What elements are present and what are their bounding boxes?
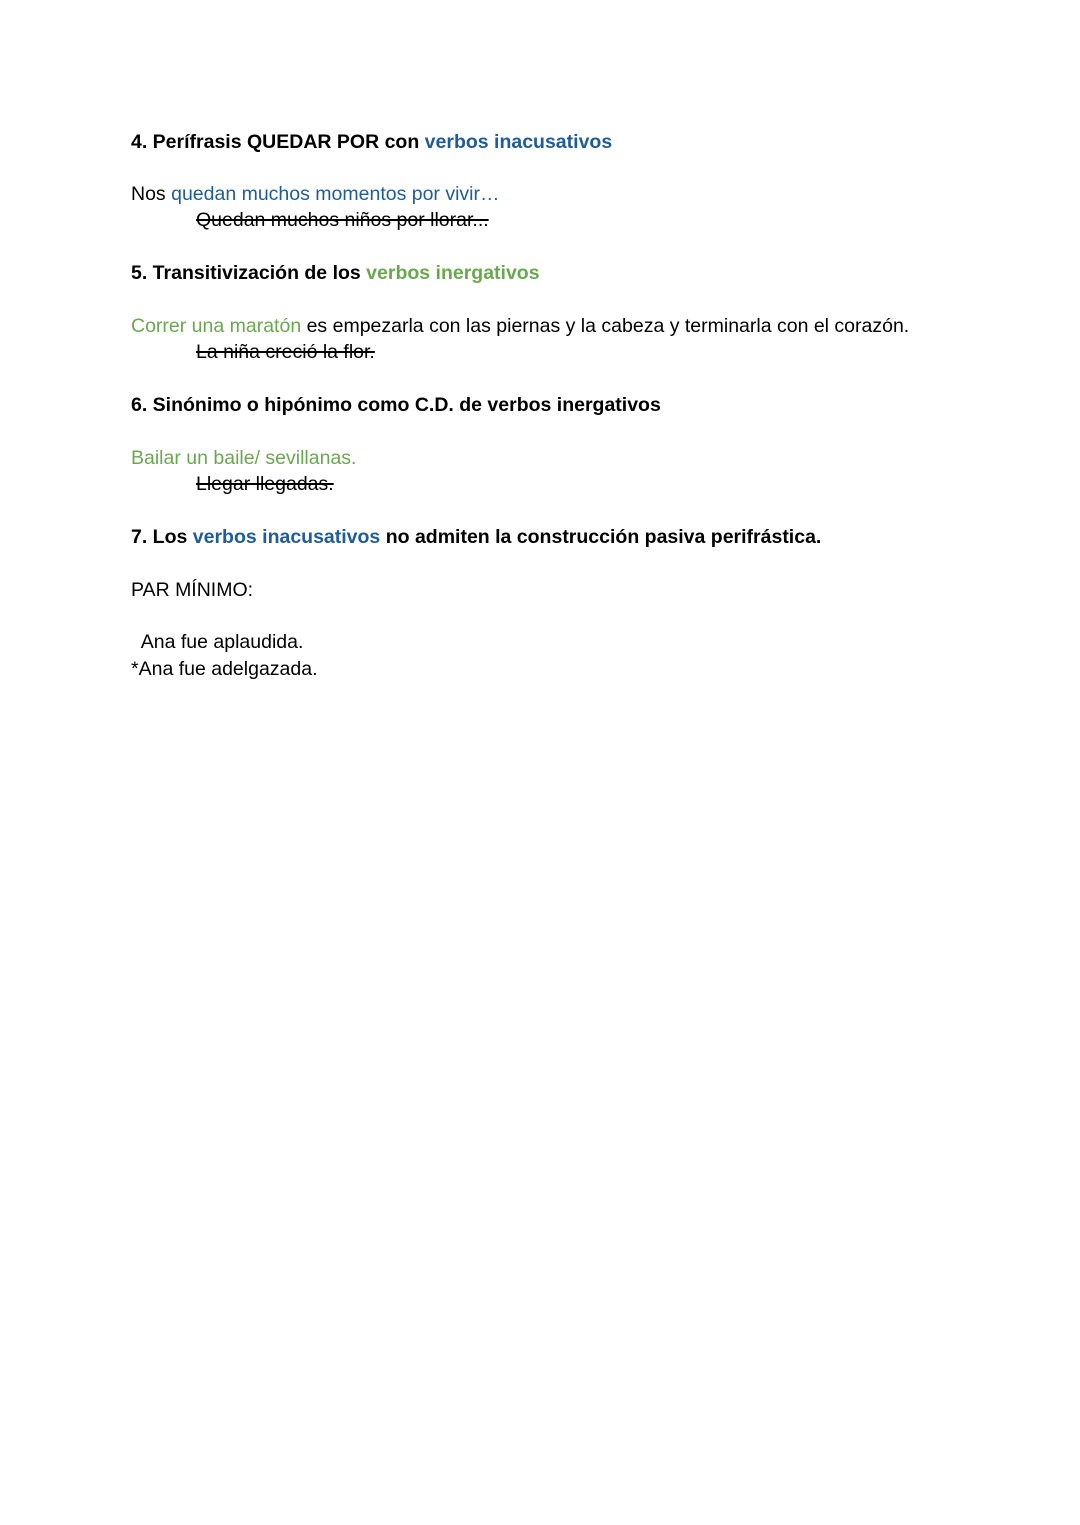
- section-5-heading-highlight: verbos inergativos: [366, 262, 540, 284]
- section-5-example-highlight: Correr una maratón: [131, 315, 302, 337]
- minimal-pair-incorrect: *Ana fue adelgazada.: [131, 658, 318, 680]
- section-5-example: [131, 313, 909, 339]
- section-5-heading: [131, 260, 540, 286]
- section-6-example: Bailar un baile/ sevillanas.: [131, 447, 357, 469]
- section-7-heading-prefix: 7. Los: [131, 526, 193, 548]
- minimal-pair-label: PAR MÍNIMO:: [131, 579, 254, 601]
- section-6-heading: 6. Sinónimo o hipónimo como C.D. de verbos inergativos: [131, 394, 661, 416]
- section-7-heading-suffix: no admiten la construcción pasiva perifrástica.: [380, 526, 822, 548]
- section-4-example-prefix: Nos: [131, 183, 172, 205]
- section-5-counter-example: La niña creció la flor.: [196, 341, 375, 363]
- section-4-example-highlight: quedan muchos momentos por vivir…: [171, 183, 500, 205]
- section-5-example-rest: es empezarla con las piernas y la cabeza y terminarla con el corazón.: [301, 315, 910, 337]
- section-7-heading-highlight: verbos inacusativos: [192, 526, 381, 548]
- section-4-counter-example: Quedan muchos niños por llorar...: [196, 209, 489, 231]
- section-6-counter-example: Llegar llegadas.: [196, 473, 334, 495]
- section-7-heading: [131, 524, 821, 550]
- section-4-heading-highlight: verbos inacusativos: [424, 131, 613, 153]
- section-5-heading-text: 5. Transitivización de los: [131, 262, 367, 284]
- minimal-pair-correct: Ana fue aplaudida.: [131, 631, 304, 653]
- section-4-heading: [131, 129, 612, 155]
- section-4-heading-text: 4. Perífrasis QUEDAR POR con: [131, 131, 425, 153]
- section-4-example: [131, 181, 500, 207]
